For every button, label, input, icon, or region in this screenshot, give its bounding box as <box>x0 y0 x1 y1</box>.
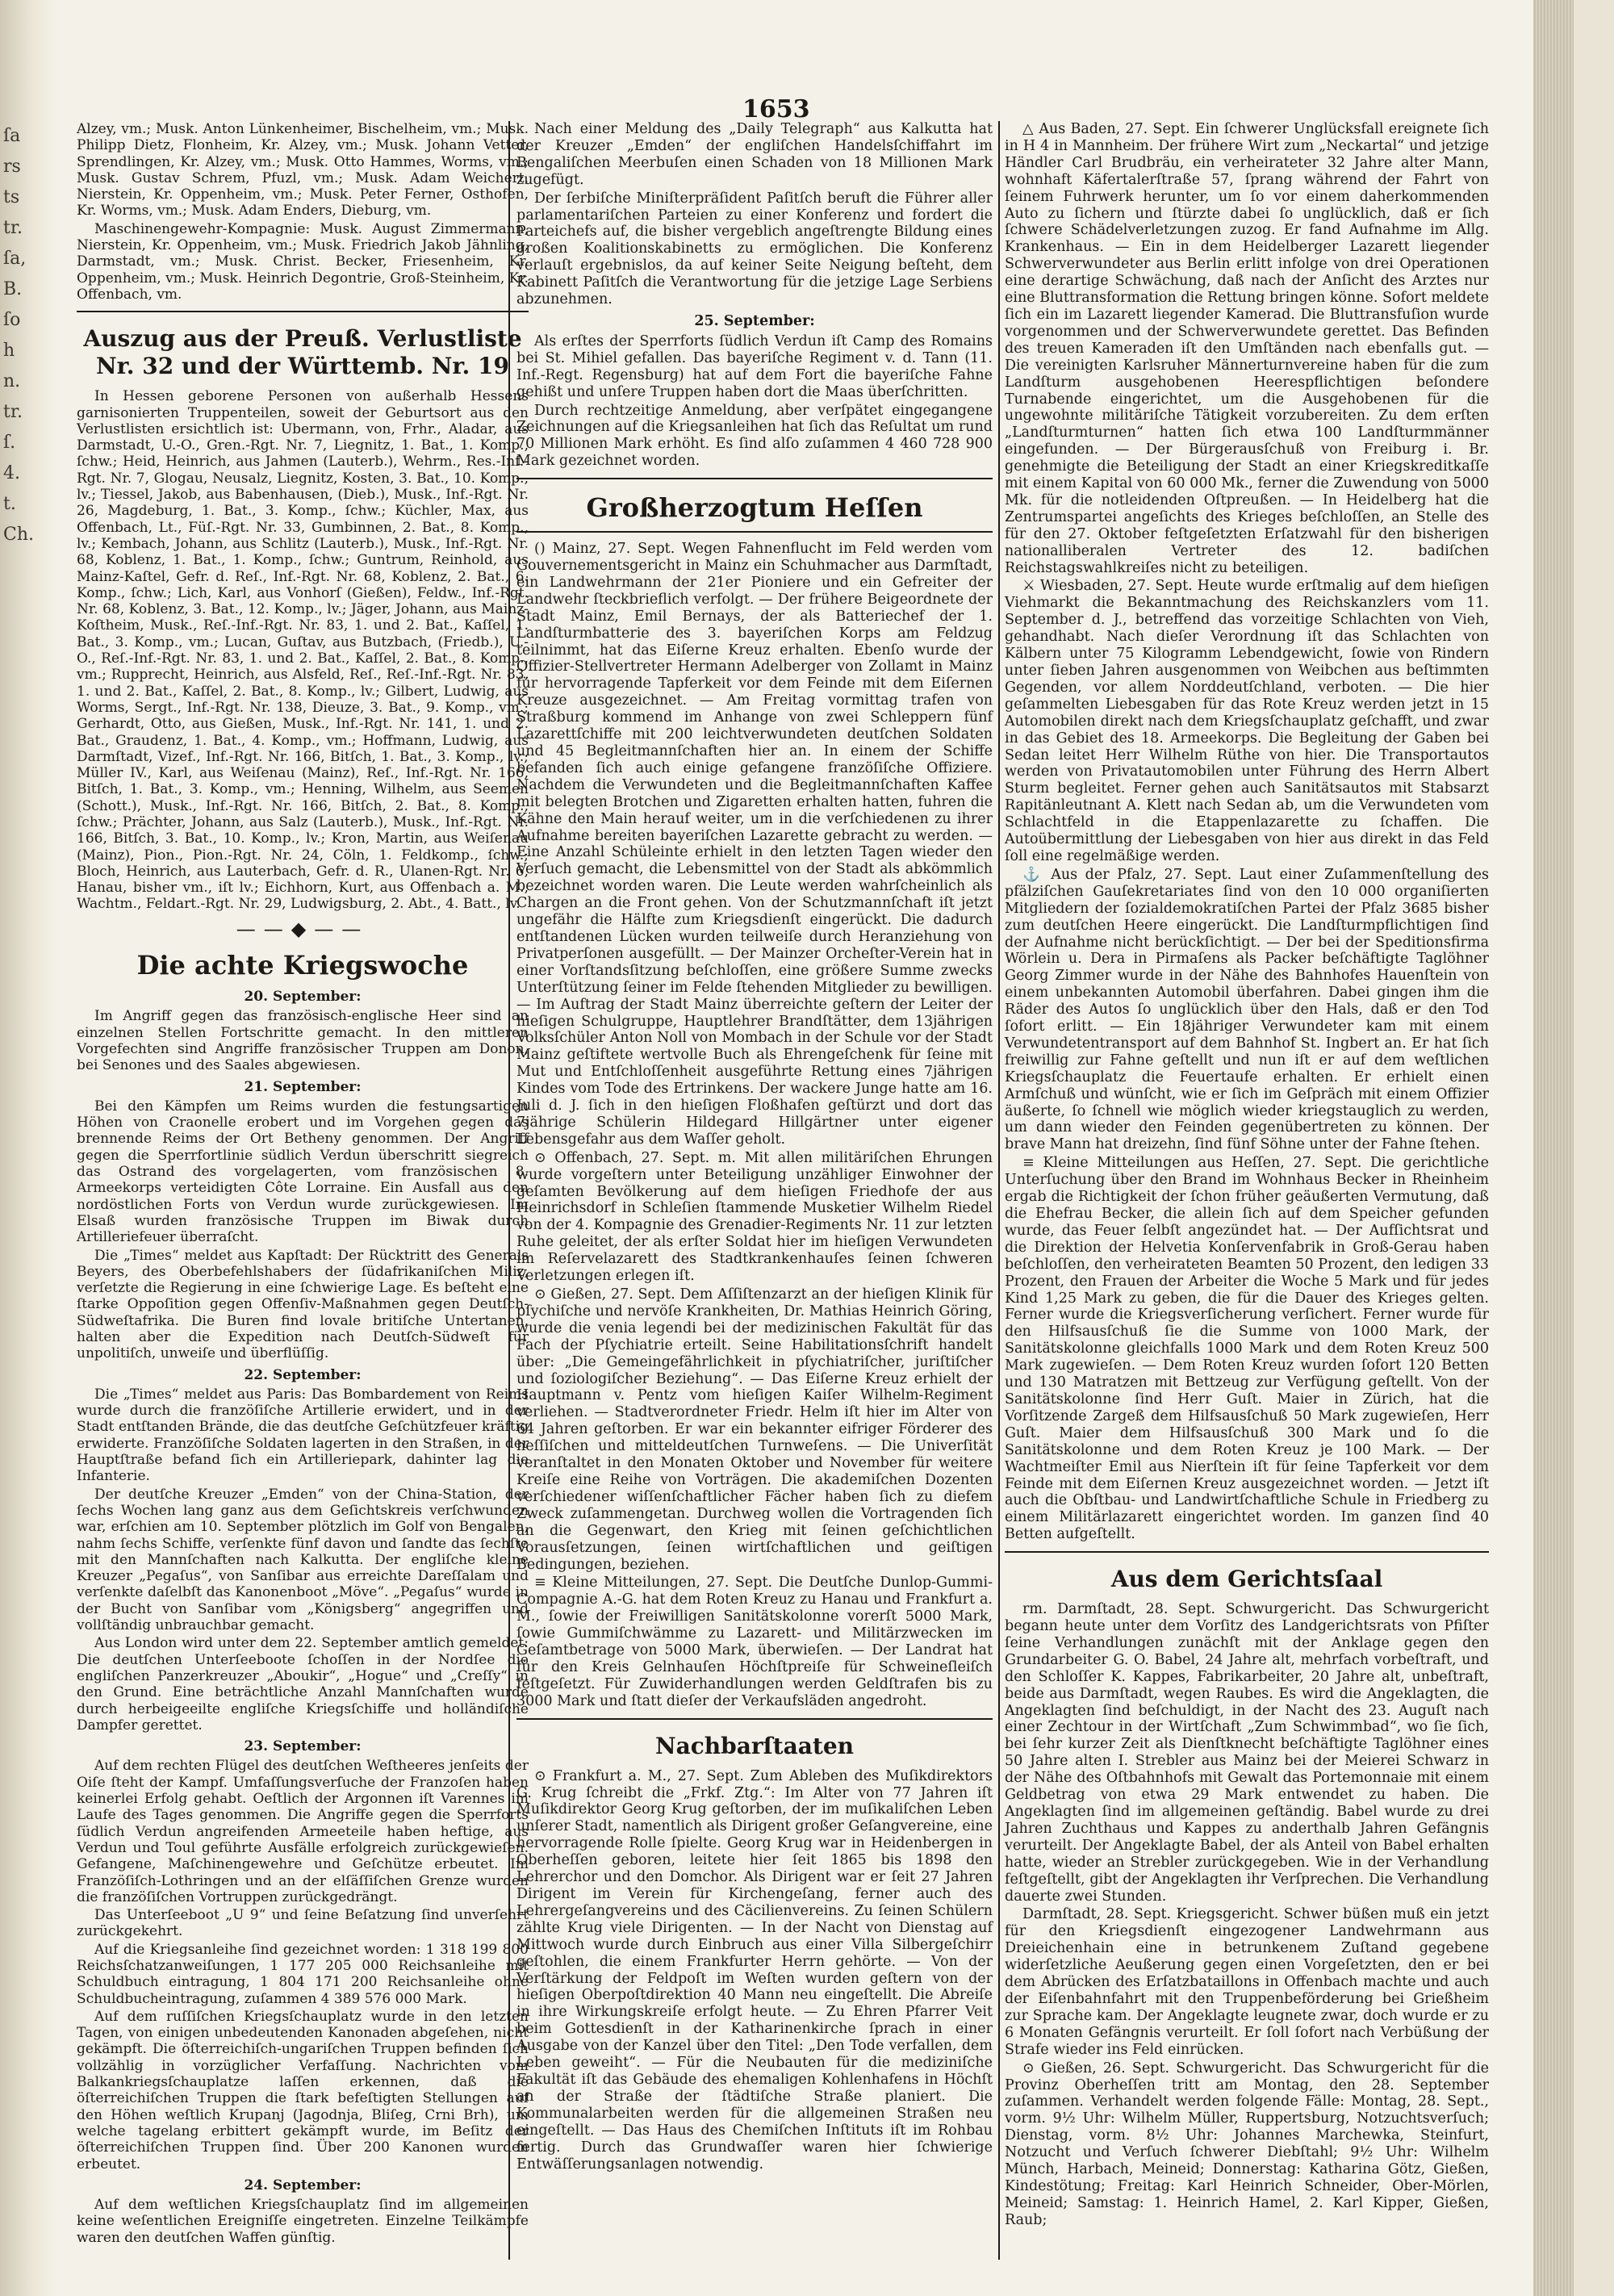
date-heading: 24. September: <box>244 2177 362 2194</box>
paragraph: Auf dem rechten Flügel des deutſchen Weſtheeres jenſeits der Oiſe ſteht der Kampf. Umfaſſungsverſuche der Franzoſen haben keinerlei Erfolg gehabt. Oeſtlich der Argonnen iſt Varennes im Laufe des Tages genommen. Die Angriffe gegen die Sperrforts ſüdlich Verdun angreifenden Armeeteile haben heftige, aus Verdun und Toul geführte Ausfälle erfolgreich zurückgewieſen. Gefangene, Maſchinengewehre und Geſchütze erbeutet. Im Franzöſiſch-Lothringen und an der elſäſſiſchen Grenze wurden die franzöſiſchen Vortruppen zurückgedrängt. <box>77 1758 529 1905</box>
margin-fragment: h <box>3 341 15 361</box>
casualty-list-continued: Alzey, vm.; Musk. Anton Lünkenheimer, Bischelheim, vm.; Musk. Philipp Dietz, Flonheim, Kr. Alzey, vm.; Musk. Johann Vetter, Sprendlingen, Kr. Alzey, vm.; Musk. Otto Hammes, Worms, vm.; Musk. Gustav Schrem, Pfuzl, vm.; Musk. Adam Weichert, Nierstein, Kr. Oppenheim, vm.; Musk. Peter Ferner, Osthofen, Kr. Worms, vm.; Musk. Adam Enders, Dieburg, vm. <box>77 121 529 220</box>
page-edge <box>1533 0 1574 2296</box>
date-heading: 22. September: <box>244 1366 362 1383</box>
heading-verlustliste: Auszug aus der Preuß. Verlustliste Nr. 32 und der Württemb. Nr. 19 <box>83 325 522 380</box>
news-offenbach: ⊙ Offenbach, 27. Sept. m. Mit allen militäriſchen Ehrungen wurde vorgeſtern unter Beteiligung unzähliger Einwohner der geſamten Bevölkerung auf dem hieſigen Friedhofe der aus Heinrichsdorf in Schleſien ſtammende Musketier Wilhelm Riedel von der 4. Kompagnie des Grenadier-Regiments Nr. 11 zur letzten Ruhe geleitet, der als erſter Soldat hier im hieſigen Verwundeten im Reſervelazarett des Stadtkrankenhauſes ſeinen ſchweren Verletzungen erlegen iſt. <box>516 1149 993 1285</box>
heading-gerichtssaal: Aus dem Gerichtsſaal <box>1110 1566 1383 1593</box>
column-2 <box>516 121 993 2174</box>
margin-fragment: B. <box>3 279 23 299</box>
divider <box>516 478 993 479</box>
margin-fragment: ſa <box>3 126 21 146</box>
margin-fragment: tr. <box>3 218 23 238</box>
paragraph: Auf die Kriegsanleihe ſind gezeichnet worden: 1 318 199 800 Reichsſchatzanweiſungen, 1 177 205 000 Reichsanleihe mit Schuldbuch eintragung, 1 804 171 200 Reichsanleihe ohne Schuldbucheintragung, zuſammen 4 389 576 000 Mark. <box>77 1941 529 2007</box>
paragraph: Der ſerbiſche Miniſterpräſident Paſitſch beruft die Führer aller parlamentariſchen Parteien zu einer Konferenz und fordert die Parteichefs auf, die bisher vergeblich angeſtrengte Bildung eines großen Koalitionskabinetts zu ermöglichen. Die Konferenz verlauſt ergebnislos, da auf keiner Seite Neigung beſteht, dem Kabinett Paſitſch die Verantwortung für die jetzige Lage Serbiens abzunehmen. <box>516 190 993 308</box>
news-pfalz: ⚓ Aus der Pfalz, 27. Sept. Laut einer Zuſammenſtellung des pfälziſchen Gauſekretariates ſind von den 10 000 organiſierten Mitgliedern der ſozialdemokratiſchen Partei der Pfalz 3685 bisher zum deutſchen Heere eingerückt. Die Landſturmpflichtigen ſind der Aufnahme nicht berückſichtigt. — Der bei der Speditionsfirma Wörlein u. Dera in Pirmaſens als Packer beſchäftigte Taglöhner Georg Zimmer wurde in der Nähe des Bahnhofes Hauenſtein von einem unbekannten Automobil überfahren. Dabei gingen ihm die Räder des Autos ſo unglücklich über den Hals, daß er den Tod ſofort erlitt. — Ein 18jähriger Verwundeter kam mit einem Verwundetentransport auf dem Bahnhof St. Ingbert an. Er hat ſich freiwillig zur Fahne geſtellt und nun iſt er auf dem weſtlichen Kriegsſchauplatz die Feuertaufe erhalten. Er erhielt einen Armſchuß und wünſcht, wie er ſich im Geſpräch mit einem Offizier äußerte, ſo ſchnell wie möglich wieder kriegstauglich zu werden, um dann wieder den Feinden gegenübertreten zu können. Der brave Mann hat dreizehn, ſind fünf Söhne unter der Fahne ſtehen. <box>1005 866 1489 1153</box>
margin-fragment: ſ. <box>3 433 16 453</box>
paragraph: Auf dem weſtlichen Kriegsſchauplatz ſind im allgemeinen keine weſentlichen Ereigniſſe eingetreten. Einzelne Teilkämpfe waren den deutſchen Waffen günſtig. <box>77 2197 529 2246</box>
paragraph: Durch rechtzeitige Anmeldung, aber verſpätet eingegangene Zeichnungen auf die Kriegsanleihen hat ſich das Reſultat um rund 70 Millionen Mark erhöht. Es ſind alſo zuſammen 4 460 728 900 Mark gezeichnet worden. <box>516 402 993 470</box>
column-3 <box>1005 121 1489 2231</box>
paragraph: Auf dem ruſſiſchen Kriegsſchauplatz wurde in den letzten Tagen, von einigen unbedeutenden Kanonaden abgeſehen, nicht gekämpft. Die öſterreichiſch-ungariſchen Truppen befinden ſich vollzählig in vorzüglicher Verfaſſung. Nachrichten vom Balkankriegsſchauplatze laſſen erkennen, daß die öſterreichiſchen Truppen die ſtark befeſtigten Stellungen auf den Höhen weſtlich Krupanj (Jagodnja, Bliſeg, Crni Brh), um welche tagelang erbittert gekämpft wurde, im Beſitz der öſterreichiſchen Truppen ſind. Über 200 Kanonen wurden erbeutet. <box>77 2008 529 2173</box>
margin-fragment: rs <box>3 157 21 177</box>
heading-kriegswoche: Die achte Kriegswoche <box>136 950 469 981</box>
news-kleine-hessen: ≡ Kleine Mitteilungen aus Heſſen, 27. Sept. Die gerichtliche Unterſuchung über den Brand im Wohnhaus Becker in Rheinheim ergab die Richtigkeit der ſchon früher geäußerten Vermutung, daß die Ehefrau Becker, die allein ſich auf dem Speicher gefunden wurde, das Feuer ſelbſt angezündet hat. — Der Aufſichtsrat und die Direktion der Helvetia Konſervenfabrik in Groß-Gerau haben beſchloſſen, den verheirateten Beamten 50 Prozent, den ledigen 33 Prozent, den Frauen der Arbeiter die Woche 5 Mark und für jedes Kind 1,25 Mark zu geben, die für die Dauer des Krieges gelten. Ferner wurde die Kriegsverſicherung verſichert. Ferner wurde für den Hilfsausſchuß ſie die Summe von 1000 Mark, der Sanitätskolonne gleichfalls 1000 Mark und dem Roten Kreuz 500 Mark zugewieſen. — Dem Roten Kreuz wurden ſofort 120 Betten und 130 Matratzen mit Bettzeug zur Verfügung geſtellt. Von der Sanitätskolonne ſind Herr Guſt. Maier in Zürich, hat die Vorſitzende Zargeß dem Hilfsausſchuß 50 Mark zugewieſen, Herr Guſt. Maier dem Hilfsausſchuß 300 Mark und ſo die Sanitätskolonne und dem Roten Kreuz je 100 Mark. — Der Wachtmeiſter Emil aus Nierſtein iſt für ſeine Tapferkeit vor dem Feinde mit dem Eiſernen Kreuz ausgezeichnet worden. — Jetzt iſt auch die Obſtbau- und Landwirtſchaftliche Schule in Friedberg zu einem Militärlazarett eingerichtet worden. Im ganzen ſind 40 Betten aufgeſtellt. <box>1005 1155 1489 1543</box>
heading-nachbarstaaten: Nachbarſtaaten <box>655 1732 854 1759</box>
margin-fragment: 4. <box>3 463 20 483</box>
paragraph: Das Unterſeeboot „U 9“ und ſeine Beſatzung ſind unverſehrt zurückgekehrt. <box>77 1907 529 1940</box>
news-giessen: ⊙ Gießen, 27. Sept. Dem Aſſiſtenzarzt an der hieſigen Klinik für pſychiſche und nervöſe Krankheiten, Dr. Mathias Heinrich Göring, wurde die venia legendi bei der medizinischen Fakultät für das Fach der Pſychiatrie erteilt. Seine Habilitationsſchrift handelt über: „Die Gemeingefährlichkeit in pſychiatriſcher, juriſtiſcher und ſoziologiſcher Beziehung“. — Das Eiſerne Kreuz erhielt der Hauptmann v. Pentz vom hieſigen Kaiſer Wilhelm-Regiment verliehen. — Stadtverordneter Friedr. Helm iſt hier im Alter von 64 Jahren geſtorben. Er war ein bekannter eifriger Förderer des heſſiſchen und mitteldeutſchen Turnweſens. — Die Univerſität veranſtaltet in den Monaten Oktober und November für weitere Kreiſe eine Reihe von Vorträgen. Die akademiſchen Dozenten verſchiedener wiſſenſchaftlicher Fächer haben ſich zu diefem Zweck zuſammengetan. Durchweg wollen die Vortragenden ſich an die Gegenwart, den Krieg mit ſeinen geſchichtlichen Vorausſetzungen, ſeinen wirtſchaftlichen und geiſtigen Bedingungen, beziehen. <box>516 1286 993 1573</box>
verlustliste-text: In Hessen geborene Personen von außerhalb Hessens garnisonierten Truppenteilen, soweit der Geburtsort aus den Verlustlisten ersichtlich ist: Ubermann, von, Frhr., Aladar, aus Darmstadt, U.-O., Gren.-Rgt. Nr. 7, Liegnitz, 1. Bat., 1. Komp., ſchw.; Heid, Heinrich, aus Jahmen (Lauterb.), Wehrm., Res.-Inf.-Rgt. Nr. 7, Glogau, Neusalz, Liegnitz, Kosten, 3. Bat., 10. Komp., lv.; Tiessel, Jakob, aus Babenhausen, (Dieb.), Musk., Inf.-Rgt. Nr. 26, Magdeburg, 1. Bat., 3. Komp., ſchw.; Küchler, Max, aus Offenbach, Lt., Füſ.-Rgt. Nr. 33, Gumbinnen, 2. Bat., 8. Komp., lv.; Kembach, Johann, aus Schlitz (Lauterb.), Musk., Inf.-Rgt. Nr. 68, Koblenz, 1. Bat., 1. Komp., ſchw.; Guntrum, Reinhold, aus Mainz-Kaſtel, Gefr. d. Reſ., Inf.-Rgt. Nr. 68, Koblenz, 2. Bat., 6. Komp., ſchw.; Lich, Karl, aus Vonhorſ (Gießen), Feldw., Inf.-Rgt. Nr. 68, Koblenz, 3. Bat., 12. Komp., lv.; Jäger, Johann, aus Mainz-Koſtheim, Musk., Reſ.-Inf.-Rgt. Nr. 83, 1. und 2. Bat., Kaſſel, 1. Bat., 3. Komp., vm.; Lucan, Guſtav, aus Butzbach, (Friedb.), U.-O., Reſ.-Inf.-Rgt. Nr. 83, 1. und 2. Bat., Kaſſel, 2. Bat., 8. Komp., vm.; Rupprecht, Heinrich, aus Alsfeld, Reſ., Reſ.-Inf.-Rgt. Nr. 83, 1. und 2. Bat., Kaſſel, 2. Bat., 8. Komp., lv.; Gilbert, Ludwig, aus Worms, Sergt., Inf.-Rgt. Nr. 138, Dieuze, 3. Bat., 9. Komp., vm.; Gerhardt, Otto, aus Gießen, Musk., Inf.-Rgt. Nr. 141, 1. und 2. Bat., Graudenz, 1. Bat., 4. Komp., vm.; Hoffmann, Ludwig, aus Darmſtadt, Vizef., Inf.-Rgt. Nr. 166, Bitſch, 1. Bat., 3. Komp., lv.; Müller IV., Karl, aus Weiſenau (Mainz), Reſ., Inf.-Rgt. Nr. 166, Bitſch, 1. Bat., 3. Komp., vm.; Henning, Wilhelm, aus Seemen (Schott.), Musk., Inf.-Rgt. Nr. 166, Bitſch, 2. Bat., 8. Komp., ſchw.; Prächter, Johann, aus Salz (Lauterb.), Musk., Inf.-Rgt. Nr. 166, Bitſch, 3. Bat., 10. Komp., lv.; Kron, Martin, aus Weiſenau (Mainz), Pion., Pion.-Rgt. Nr. 24, Cöln, 1. Feldkomp., ſchw.; Bloch, Heinrich, aus Lauterbach, Gefr. d. R., Ulanen-Rgt. Nr. 6, Hanau, bisher vm., iſt lv.; Eichhorn, Kurt, aus Offenbach a. M., Wachtm., Feldart.-Rgt. Nr. 29, Ludwigsburg, 2. Abt., 4. Batt., lv. <box>77 388 529 913</box>
mg-company-list: Maschinengewehr-Kompagnie: Musk. August Zimmermann, Nierstein, Kr. Oppenheim, vm.; Musk. Friedrich Jakob Jähnling, Darmstadt, vm.; Musk. Christ. Becker, Friesenheim, Kr. Oppenheim, vm.; Musk. Heinrich Degontrie, Groß-Steinheim, Kr. Offenbach, vm. <box>77 220 529 303</box>
margin-fragment: tr. <box>3 402 23 422</box>
divider <box>1005 1551 1489 1553</box>
paragraph: Im Angriff gegen das französisch-englische Heer sind an einzelnen Stellen Fortschritte gemacht. In den mittleren Vorgefechten sind Angriffe französischer Truppen am Donon, bei Senones und des Saales abgewiesen. <box>77 1008 529 1074</box>
heading-grossherzogtum: Großherzogtum Heſſen <box>586 492 923 524</box>
divider <box>77 311 529 312</box>
margin-fragment: ſa, <box>3 249 27 269</box>
ornament-divider: ——◆—— <box>236 917 370 940</box>
date-heading: 23. September: <box>244 1738 362 1755</box>
court-darmstadt-kriegsgericht: Darmſtadt, 28. Sept. Kriegsgericht. Schwer büßen muß ein jetzt für den Kriegsdienſt eingezogener Landwehrmann aus Dreieichenhain eine in betrunkenem Zuſtand gegebene widerſetzliche Aeußerung gegen einen Vorgeſetzten, den er bei dem Abrücken des Erſatzbataillons in Offenbach machte und auch der Eiſenbahnfahrt mit den Truppenbeförderung bei Grießheim zur Sprache kam. Der Angeklagte leugnete zwar, doch wurde er zu 6 Monaten Gefängnis verurteilt. Er ſoll ſofort nach Verbüßung der Strafe wieder ins Feld einrücken. <box>1005 1906 1489 2058</box>
paragraph: Als erſtes der Sperrforts ſüdlich Verdun iſt Camp des Romains bei St. Mihiel gefallen. Das bayeriſche Regiment v. d. Tann (11. Inf.-Regt. Regensburg) hat auf dem Fort die bayeriſche Fahne gehißt und unſere Truppen haben dort die Maas überſchritten. <box>516 332 993 400</box>
page-number: 1653 <box>742 95 810 123</box>
paragraph: Die „Times“ meldet aus Paris: Das Bombardement von Reims wurde durch die franzöſiſche Artillerie erwidert, und in der Stadt entſtanden Brände, die das deutſche Geſchützfeuer kräftig erwiderte. Franzöſiſche Soldaten lagerten in den Straßen, in der Hauptſtraße befand ſich ein Artilleriepark, dahinter lag die Infanterie. <box>77 1386 529 1485</box>
paragraph: Aus London wird unter dem 22. September amtlich gemeldet: Die deutſchen Unterſeeboote ſchoſſen in der Nordſee die engliſchen Panzerkreuzer „Aboukir“, „Hogue“ und „Creſſy“ in den Grund. Eine beträchtliche Anzahl Mannſchaften wurde durch herbeigeeilte engliſche Kriegsſchiffe und holländiſche Dampfer gerettet. <box>77 1635 529 1734</box>
date-heading: 21. September: <box>244 1078 362 1095</box>
paragraph: Bei den Kämpfen um Reims wurden die festungsartigen Höhen von Craonelle erobert und im Vorgehen gegen das brennende Reims der Ort Betheny genommen. Der Angriff gegen die Sperrfortlinie südlich Verdun überschritt siegreich das Ostrand des vorgelagerten, vom französischen 8. Armeekorps verteidigten Côte Lorraine. Ein Ausfall aus den nordöstlichen Forts von Verdun wurde zurückgewiesen. Im Elsaß wurden französische Truppen im Biwak durch Artilleriefeuer überraſcht. <box>77 1098 529 1246</box>
margin-fragment: ts <box>3 187 20 207</box>
date-heading: 20. September: <box>244 989 362 1006</box>
paragraph: Der deutſche Kreuzer „Emden“ von der China-Station, der ſechs Wochen lang ganz aus dem Geſichtskreis verſchwunden war, erſchien am 10. September plötzlich im Golf von Bengalen, nahm ſechs Schiffe, verſenkte fünf davon und ſandte das ſechſte mit den Mannſchaften nach Kalkutta. Der engliſche kleine Kreuzer „Pegaſus“, von Sanſibar aus erreichte Dareſſalam und verſenkte daſelbſt das Kanonenboot „Möve“. „Pegaſus“ wurde in der Bucht von Sanſibar vom „Königsberg“ angegriffen und vollſtändig unbrauchbar gemacht. <box>77 1486 529 1634</box>
margin-fragment: Ch. <box>3 525 34 545</box>
news-baden: △ Aus Baden, 27. Sept. Ein ſchwerer Unglücksfall ereignete ſich in H 4 in Mannheim. Der frühere Wirt zum „Neckartal“ und jetzige Händler Carl Brudbräu, ein verheirateter 32 Jahre alter Mann, wohnhaft Käfertalerſtraße 57, ſprang während der Fahrt von ſeinem Fuhrwerk herunter, um ſo vor einem daherkommenden Auto zu ſichern und ſtürzte dabei ſo unglücklich, daß er ſich ſchwere Schädelverletzungen zuzog. Er fand Aufnahme im Allg. Krankenhaus. — Ein in dem Heidelberger Lazarett liegender Schwerverwundeter aus Berlin erlitt infolge von drei Operationen eine derartige Schwächung, daß nach der Anſicht des Arztes nur eine Bluttransformation die Rettung bringen könne. Sofort meldete ſich ein im Lazarett liegender Kamerad. Die Bluttransfuſion wurde vorgenommen und der Schwerverwundete gerettet. Das Befinden des treuen Kameraden iſt den Umſtänden nach ebenfalls gut. — Die vereinigten Karlsruher Männerturnvereine haben für die zum Landſturm ausgehobenen Heerespflichtigen beſondere Turnabende eingerichtet, um die Ausgehobenen für die ungewohnte militäriſche Tätigkeit vorzubereiten. Zu dem erſten „Landſturmturnen“ hatten ſich etwa 100 Landſturmmänner eingefunden. — Der Bürgerausſchuß von Freiburg i. Br. genehmigte die Beteiligung der Stadt an einer Kriegskreditkaſſe mit einem Kapital von 60 000 Mk., ferner die Zuwendung von 5000 Mk. für die notleidenden Oſtpreußen. — In Heidelberg hat die Zentrumspartei angeſichts des Krieges beſchloſſen, an Stelle des für den 27. Oktober feſtgeſetzten Erſatzwahl für den bisherigen nationalliberalen Vertreter des 12. badiſchen Reichstagswahlkreiſes nicht zu beteiligen. <box>1005 121 1489 576</box>
divider <box>516 531 993 533</box>
paragraph: Die „Times“ meldet aus Kapſtadt: Der Rücktritt des Generals Beyers, des Oberbefehlshabers der ſüdafrikaniſchen Miliz, verſetzte die Regierung in eine ſchwierige Lage. Es beſteht eine ſtarke Oppoſition gegen Offenſiv-Maßnahmen gegen Deutſch-Südweſtafrika. Die Buren find lovale britiſche Untertanen, halten aber die Expedition nach Deutſch-Südweſt für unpolitiſch, unweiſe und überflüſſig. <box>77 1247 529 1362</box>
margin-fragment: t. <box>3 494 16 514</box>
court-darmstadt-schwurgericht: rm. Darmſtadt, 28. Sept. Schwurgericht. Das Schwurgericht begann heute unter dem Vorſitz des Landgerichtsrats von Pfiſter ſeine Verhandlungen zunächſt mit der Anklage gegen den Grundarbeiter G. O. Babel, 24 Jahre alt, mehrfach vorbeſtraft, und den Schloſſer K. Kappes, Fabrikarbeiter, 20 Jahre alt, unbeſtraft, beide aus Darmſtadt, wegen Raubes. Es wird die Angeklagten, die Angeklagten ſind beſchuldigt, in der Nacht des 23. Auguſt nach einer Zechtour in der Wirtſchaft „Zum Schwimmbad“, wo ſie ſich, bei ſehr kurzer Zeit als Dienſtknecht beſchäftigte Taglöhner eines 50 Jahre alten I. Strebler aus Mainz bei der Meierei Schwarz in der Nähe des Oſtbahnhofs mit Gewalt das Portemonnaie mit einem Geldbetrag von etwa 29 Mark entwendet zu haben. Die Angeklagten ſind im allgemeinen geſtändig. Babel wurde zu drei Jahren Zuchthaus und Kappes zu anderthalb Jahren Gefängnis verurteilt. Der Angeklagte Babel, der als Anteil von Babel erhalten hatte, wieder an Strebler zurückgegeben. Wie in der Verhandlung feſtgeſtellt, gibt der Angeklagten ihr Verſprechen. Die Verhandlung dauerte zwei Stunden. <box>1005 1601 1489 1905</box>
court-giessen: ⊙ Gießen, 26. Sept. Schwurgericht. Das Schwurgericht für die Provinz Oberheſſen tritt am Montag, den 28. September zuſammen. Verhandelt werden folgende Fälle: Montag, 28. Sept., vorm. 9½ Uhr: Wilhelm Müller, Ruppertsburg, Notzuchtsverſuch; Dienstag, vorm. 8½ Uhr: Johannes Marchewka, Steinfurt, Notzucht und Verſuch ſchwerer Diebſtahl; 9½ Uhr: Wilhelm Münch, Harbach, Meineid; Donnerstag: Katharina Götz, Gießen, Kindestötung; Freitag: Karl Heinrich Schneider, Ober-Mörlen, Meineid; Samstag: 1. Heinrich Hamel, 2. Karl Kipper, Gießen, Raub; <box>1005 2060 1489 2228</box>
news-mainz: () Mainz, 27. Sept. Wegen Fahnenflucht im Feld werden vom Gouvernementsgericht in Mainz ein Schuhmacher aus Darmſtadt, ein Landwehrmann der 21er Pioniere und ein Gefreiter der Landwehr ſteckbrieflich verfolgt. — Der frühere Beigeordnete der Stadt Mainz, Emil Bernays, der als Batteriechef der 1. Landſturmbatterie des 3. bayeriſchen Korps am Feldzug teilnimmt, hat das Eiſerne Kreuz erhalten. Ebenſo wurde der Offizier-Stellvertreter Hermann Adelberger von Zollamt in Mainz für hervorragende Tapferkeit vor dem Feinde mit dem Eiſernen Kreuze ausgezeichnet. — Am Freitag vormittag trafen von Straßburg kommend im Anhange von zwei Schleppern fünf Lazarettſchiffe mit 200 leichtverwundeten deutſchen Soldaten und 45 Begleitmannſchaften hier an. In einem der Schiffe befanden ſich auch einige gefangene franzöſiſche Offiziere. Nachdem die Verwundeten und die Begleitmannſchaften Kaffee mit belegten Brotchen und Zigaretten erhalten hatten, fuhren die Kähne den Main herauf weiter, um in die verſchiedenen zu ihrer Aufnahme bereiten bayeriſchen Lazarette gebracht zu werden. — Eine Anzahl Schüleinte erhielt in den letzten Tagen wieder den Verſuch gemacht, die Lebensmittel von der Stadt als abkömmlich bezeichnet worden waren. Die Leute werden wahrſcheinlich als Chargen an die Front gehen. Von der Schutzmannſchaft iſt jetzt ungefähr die Hälfte zum Kriegsdienſt eingerückt. Die dadurch entſtandenen Lücken wurden teilweiſe durch Heranziehung von Privatperſonen ausgefüllt. — Der Mainzer Orcheſter-Verein hat in einer Vorſtandsſitzung beſchloſſen, eine größere Summe zwecks Unterſtützung ſeiner im Felde ſtehenden Mitglieder zu bewilligen. — Im Auftrag der Stadt Mainz überreichte geſtern der Leiter der hieſigen Schulgruppe, Hauptlehrer Brandſtätter, dem 13jährigen Volksſchüler Anton Noll von Mombach in der Schule vor der Stadt Mainz geſtiftete wertvolle Buch als Ehrengeſchenk für ſeine mit Mut und Entſchloſſenheit ausgeführte Rettung eines 7jährigen Kindes vom Tode des Ertrinkens. Der wackere Junge hatte am 16. Juli d. J. ſich in den hieſigen Floßhafen geſtürzt und dort das 7jährige Schülerin Hildegard Hillgärtner unter eigener Lebensgefahr aus dem Waſſer geholt. <box>516 541 993 1148</box>
news-kleine-mitteilungen: ≡ Kleine Mitteilungen, 27. Sept. Die Deutſche Dunlop-Gummi-Compagnie A.-G. hat dem Roten Kreuz zu Hanau und Frankfurt a. M., ſowie der Freiwilligen Sanitätskolonne vorerſt 5000 Mark, ſowie Gummiſchwämme zu Lazarett- und Militärzwecken im Geſamtbetrage von 5000 Mark, überwieſen. — Der Landrat hat für den Kreis Gelnhauſen Höchſtpreiſe für Schweineſleiſch feſtgeſetzt. Für Zuwiderhandlungen werden Geldſtrafen bis zu 3000 Mark und ſtatt dieſer der Verkaufsläden angedroht. <box>516 1575 993 1709</box>
news-frankfurt: ⊙ Frankfurt a. M., 27. Sept. Zum Ableben des Muſikdirektors G. Krug ſchreibt die „Frkf. Ztg.“: Im Alter von 77 Jahren iſt Muſikdirektor Georg Krug geſtorben, der im muſikaliſchen Leben unſerer Stadt, namentlich als Dirigent großer Geſangvereine, eine hervorragende Rolle ſpielte. Georg Krug war in Heidenbergen in Oberheſſen geboren, leitete hier ſeit 1865 bis 1898 den Lehrerchor und den Domchor. Als Dirigent war er ſeit 27 Jahren Dirigent im Verein für Kirchengeſang, ferner auch des Lehrergeſangvereins und des Cäcilienvereins. Zu ſeinen Schülern zählte Krug viele Dirigenten. — In der Nacht von Dienstag auf Mittwoch wurde durch Einbruch aus einer Villa Silbergeſchirr geſtohlen, die einem Frankfurter Herrn gehörte. — Von der Verſtärkung der Feldpoſt im Weſten wurden geſtern von der hieſigen Oberpoſtdirektion 40 Mann neu eingeſtellt. Die Abreiſe in ihre Wirkungskreiſe erfolgt heute. — Zu Ehren Pfarrer Veit beim Gottesdienſt in der Katharinenkirche ſprach in einer Ausgabe von der Kanzel über den Titel: „Den Tode verfallen, dem Leben geweiht“. — Für die Neubauten für die mediziniſche Fakultät iſt das Gebäude des ehemaligen Kohlenhafens in Höchſt an der Straße der ſtädtiſche Straße planiert. Die Kommunalarbeiten werden für die allgemeinen Straßen neu eingeſtellt. — Das Haus des Chemiſchen Inſtituts iſt im Rohbau fertig. Durch das Grundwaſſer waren hier ſchwierige Entwäſſerungsanlagen notwendig. <box>516 1767 993 2173</box>
column-1 <box>77 121 529 2248</box>
margin-fragment: ſo <box>3 310 21 330</box>
left-margin-fragments <box>3 121 34 550</box>
margin-fragment: n. <box>3 371 21 391</box>
news-wiesbaden: ⚔ Wiesbaden, 27. Sept. Heute wurde erſtmalig auf dem hieſigen Viehmarkt die Bekanntmachung des Reichskanzlers vom 11. September d. J., betreffend das vorzeitige Schlachten von Vieh, gehandhabt. Nach dieſer Verordnung iſt das Schlachten von Kälbern unter 75 Kilogramm Lebendgewicht, ſowie von Rindern unter ſieben Jahren ausgenommen von Weibchen aus beſtimmten Gegenden, vor allem Norddeutſchland, verboten. — Die hier geſammelten Liebesgaben für das Rote Kreuz werden jetzt in 15 Automobilen direkt nach dem Kriegsſchauplatz geſchafft, und zwar in das Gebiet des 18. Armeekorps. Die Begleitung der Gaben bei Sedan leitet Herr Wilhelm Rüthe von hier. Die Transportautos werden von Privatautomobilen unter Führung des Herrn Albert Sturm begleitet. Ferner gehen auch Sanitätsautos mit Stabsarzt Rapitänleutnant A. Klett nach Sedan ab, um die Verwundeten vom Schlachtfeld in die Etappenlazarette zu ſchaffen. Die Autoübermittlung der Liebesgaben von hier aus direkt in das Feld ſoll eine regelmäßige werden. <box>1005 578 1489 864</box>
paragraph: Nach einer Meldung des „Daily Telegraph“ aus Kalkutta hat der Kreuzer „Emden“ der engliſchen Handelsſchiffahrt im Bengaliſchen Meerbuſen einen Schaden von 18 Millionen Mark zugefügt. <box>516 121 993 188</box>
divider <box>516 1718 993 1720</box>
date-heading: 25. September: <box>694 312 815 329</box>
column-rule <box>998 121 1000 2260</box>
